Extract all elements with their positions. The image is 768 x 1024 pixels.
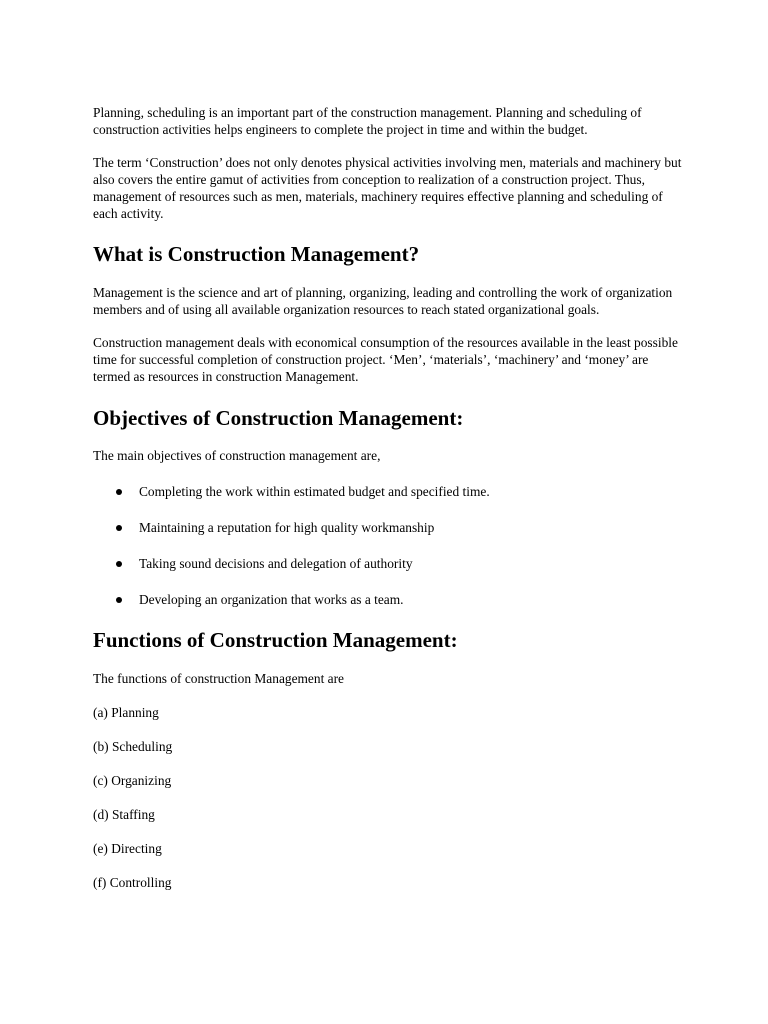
intro-paragraph-2: The term ‘Construction’ does not only denotes physical activities involving men, materials and machinery but also covers the entire gamut of activities from conception to realization of a construction project. Thus, management of resources such as men, materials, machinery requires effective planning and scheduling of each activity. [93, 155, 682, 221]
function-item: (d) Staffing [93, 807, 155, 822]
bullet-icon [116, 561, 122, 567]
list-item: Developing an organization that works as a team. [93, 591, 683, 608]
function-item: (f) Controlling [93, 875, 172, 890]
heading-objectives: Objectives of Construction Management: [93, 406, 464, 430]
objectives-list [93, 483, 683, 608]
function-item: (c) Organizing [93, 773, 172, 788]
heading-functions: Functions of Construction Management: [93, 628, 458, 652]
list-item: Maintaining a reputation for high quality workmanship [93, 519, 683, 536]
definition-paragraph: Management is the science and art of planning, organizing, leading and controlling the work of organization members and of using all available organization resources to reach stated organizational goals. [93, 285, 673, 317]
list-item: Completing the work within estimated budget and specified time. [93, 483, 683, 500]
resources-paragraph: Construction management deals with economical consumption of the resources available in the least possible time for successful completion of construction project. ‘Men’, ‘materials’, ‘machinery’ and ‘money’ are termed as resources in construction Management. [93, 335, 678, 384]
document-page [93, 104, 683, 908]
function-item: (b) Scheduling [93, 739, 173, 754]
list-item: Taking sound decisions and delegation of authority [93, 555, 683, 572]
functions-intro: The functions of construction Management are [93, 671, 344, 686]
function-item: (a) Planning [93, 705, 159, 720]
heading-what-is-construction-management: What is Construction Management? [93, 242, 420, 266]
bullet-icon [116, 489, 122, 495]
objectives-intro: The main objectives of construction management are, [93, 448, 381, 463]
bullet-icon [116, 597, 122, 603]
bullet-icon [116, 525, 122, 531]
intro-paragraph-1: Planning, scheduling is an important part of the construction management. Planning and scheduling of construction activities helps engineers to complete the project in time and within the budget. [93, 105, 642, 137]
function-item: (e) Directing [93, 841, 162, 856]
